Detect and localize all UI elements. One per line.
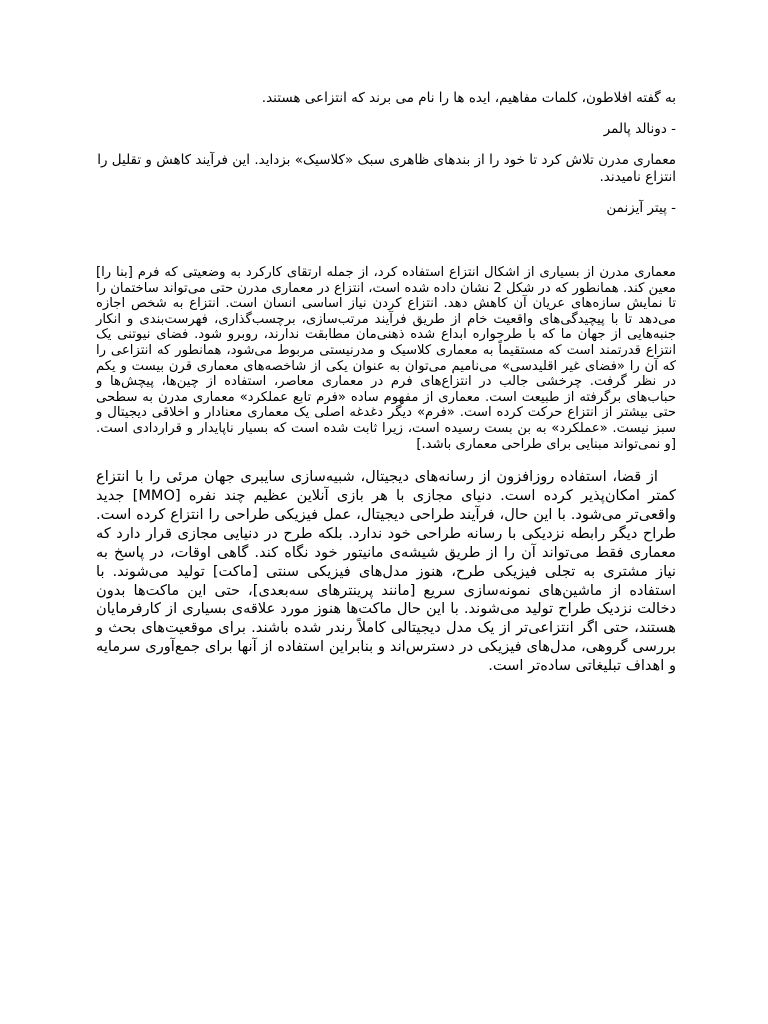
body-paragraph-digital-media: از قضا، استفاده روزافزون از رسانه‌های دیجیتال، شبیه‌سازی سایبری جهان مرئی را با انتزاع کمتر امکان‌پذیر کرده است. دنیای مجازی با هر بازی آنلاین عظیم چند نفره [MMO] جدید واقعی‌تر می‌شود. با این حال، فرآیند طراحی دیجیتال، عمل فیزیکی طراحی را انتزاع کرده است. طراح دیگر رابطه نزدیکی با رسانه طراحی خود ندارد. بلکه طرح در دنیایی مجازی قرار دارد که معماری فقط می‌تواند آن را از طریق شیشه‌ی مانیتور خود نگاه کند. گاهی اوقات، در پاسخ به نیاز مشتری به تجلی فیزیکی طرح، هنوز مدل‌های فیزیکی سنتی [ماکت] تولید می‌شوند. با استفاده از ماشین‌های نمونه‌سازی سریع [مانند پرینترهای سه‌بعدی]، حتی این ماکت‌ها بدون دخالت نزدیک طراح تولید می‌شوند. با این حال ماکت‌ها هنوز مورد علاقه‌ی بسیاری از کارفرمایان هستند، حتی اگر انتزاعی‌تر از یک مدل دیجیتالی کاملاً رندر شده باشند. برای موقعیت‌های بحث و بررسی گروهی، مدل‌های فیزیکی در دسترس‌اند و بنابراین استفاده از آنها برای جمع‌آوری سرمایه و اهداف تبلیغاتی ساده‌تر است. (96, 468, 676, 675)
epigraph-author-eisenman: - پیتر آیزنمن (606, 200, 676, 216)
body-paragraph-abstraction: معماری مدرن از بسیاری از اشکال انتزاع استفاده کرد، از جمله ارتقای کارکرد به وضعیتی که فرم [بنا را] معین کند. همانطور که در شکل 2 نشان داده شده است، انتزاع در معماری مدرن حتی می‌تواند ساختمان را تا نمایش سازه‌های عریان آن کاهش دهد. انتزاع کردن نیاز اساسی انسان است. انتزاع به شخص اجازه می‌دهد تا با پیچیدگی‌های واقعیت خام از طریق فرآیند مرتب‌سازی، برچسب‌گذاری، فهرست‌بندی و انکار جنبه‌هایی از جهان ما که با طرحواره ابداع شده ذهنی‌مان مطابقت ندارند، روبرو شود. فضای نیوتنی یک انتزاع قدرتمند است که مستقیماً به معماری کلاسیک و مدرنیستی مربوط می‌شود، همانطور که انتزاعی را که آن را «فضای غیر اقلیدسی» می‌نامیم می‌توان به عنوان یکی از شاخصه‌های معماری قرن بیست و یکم در نظر گرفت. چرخشی جالب در انتزاع‌های فرم در معماری معاصر، استفاده از چین‌ها، پیچش‌ها و حباب‌های برگرفته از طبیعت است. معماری از مفهوم ساده «فرم تابع عملکرد» معماری مدرن به سطحی حتی بیشتر از انتزاع حرکت کرده است. «فرم» دیگر دغدغه اصلی یک معماری معنادار و اخلاقی دیجیتال و سبز نیست. «عملکرد» به بن بست رسیده است، زیرا ثابت شده است که بسیار ناپایدار و قراردادی است. [و نمی‌تواند مبنایی برای طراحی معماری باشد.] (96, 265, 676, 452)
document-page (96, 90, 676, 676)
epigraph-quote-modern-architecture: معماری مدرن تلاش کرد تا خود را از بندهای ظاهری سبک «کلاسیک» بزداید. این فرآیند کاهش و تقلیل را انتزاع نامیدند. (97, 152, 676, 185)
epigraph-author-palmer: - دونالد پالمر (603, 121, 676, 137)
epigraph-quote-plato: به گفته افلاطون، کلمات مفاهیم، ایده ها را نام می برند که انتزاعی هستند. (261, 90, 676, 106)
